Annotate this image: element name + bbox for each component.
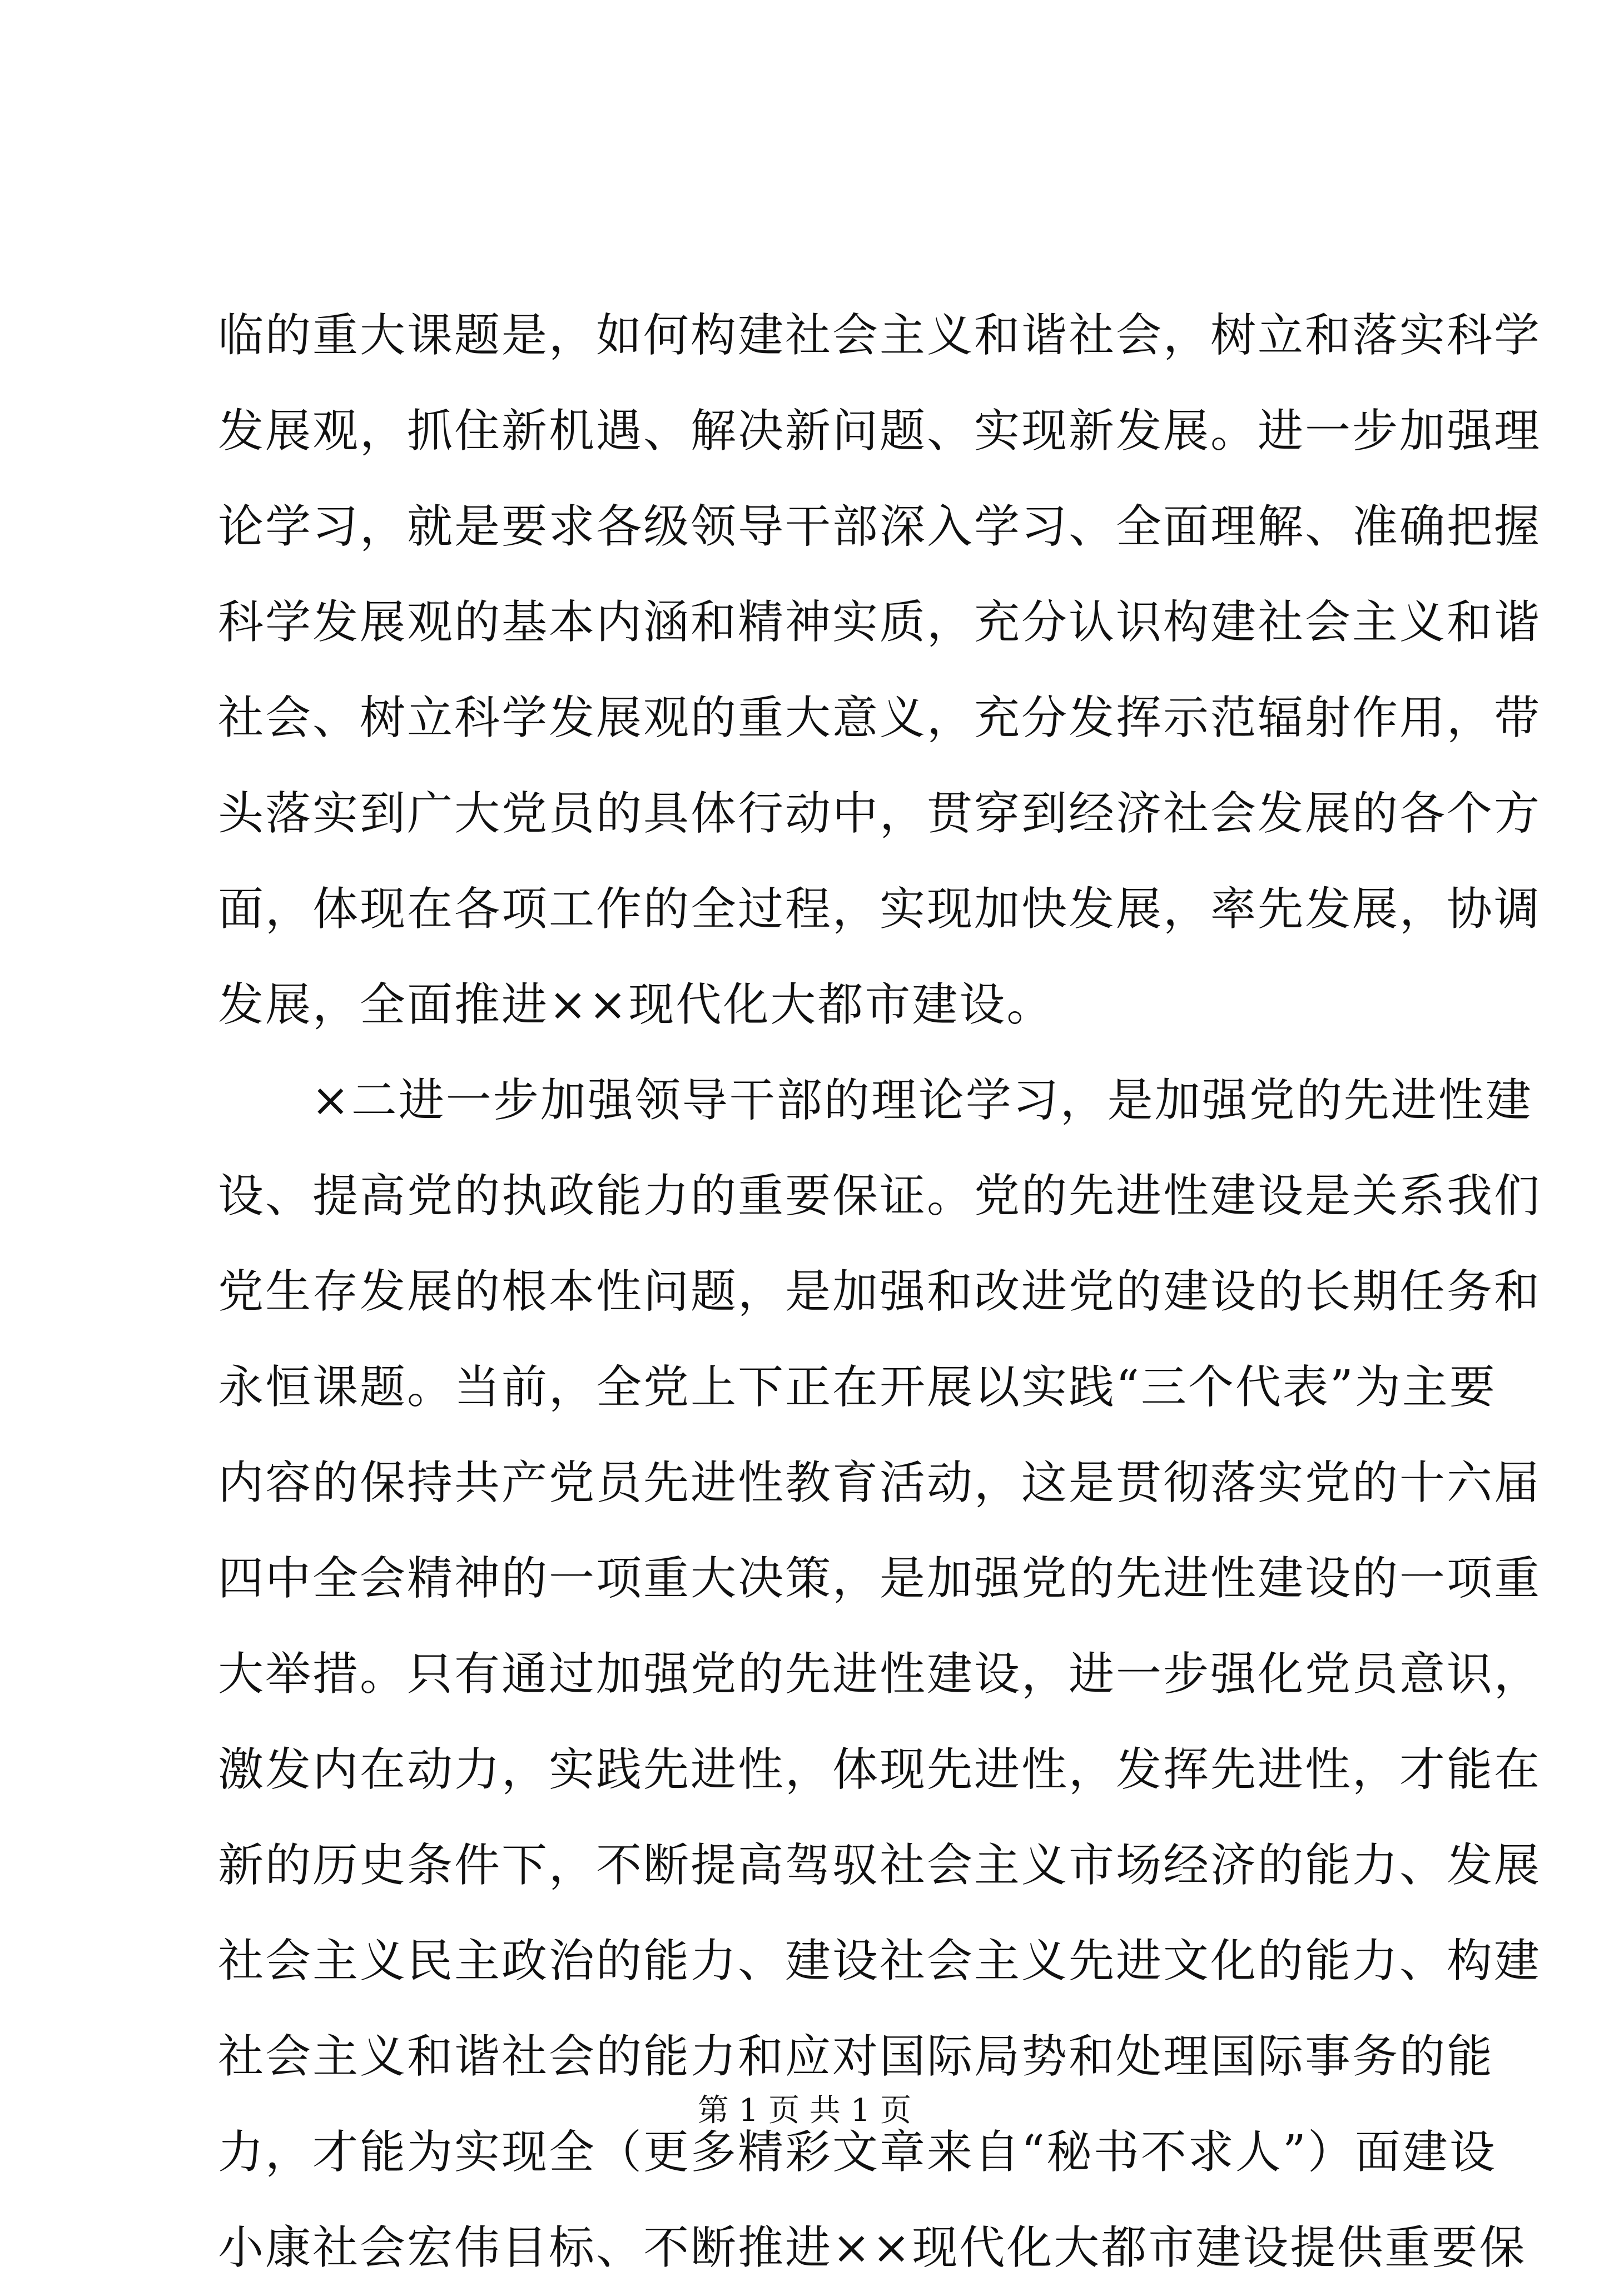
text-line: 党生存发展的根本性问题，是加强和改进党的建设的长期任务和 [218,1265,1542,1318]
text-line: ×二进一步加强领导干部的理论学习，是加强党的先进性建 [311,1074,1533,1127]
text-line: 社会、树立科学发展观的重大意义，充分发挥示范辐射作用，带 [218,692,1542,744]
text-line: 头落实到广大党员的具体行动中，贯穿到经济社会发展的各个方 [218,787,1542,840]
page-footer: 第 1 页 共 1 页 [697,2093,912,2129]
document-body [218,288,1542,2296]
text-line: 发展观，抓住新机遇、解决新问题、实现新发展。进一步加强理 [218,405,1542,458]
text-line: 发展，全面推进××现代化大都市建设。 [218,978,1054,1031]
text-line: 永恒课题。当前，全党上下正在开展以实践“三个代表”为主要 [218,1361,1497,1414]
text-line: 新的历史条件下，不断提高驾驭社会主义市场经济的能力、发展 [218,1839,1542,1892]
text-line: 激发内在动力，实践先进性，体现先进性，发挥先进性，才能在 [218,1743,1542,1796]
text-line: 社会主义民主政治的能力、建设社会主义先进文化的能力、构建 [218,1935,1542,1987]
text-line: 大举措。只有通过加强党的先进性建设，进一步强化党员意识， [218,1648,1542,1701]
text-line: 面，体现在各项工作的全过程，实现加快发展，率先发展，协调 [218,883,1542,936]
text-line: 科学发展观的基本内涵和精神实质，充分认识构建社会主义和谐 [218,596,1542,649]
text-line: 四中全会精神的一项重大决策，是加强党的先进性建设的一项重 [218,1552,1542,1605]
text-line: 论学习，就是要求各级领导干部深入学习、全面理解、准确把握 [218,500,1542,553]
text-line: 小康社会宏伟目标、不断推进××现代化大都市建设提供重要保 [218,2222,1527,2274]
paragraph-1 [218,288,1542,1053]
text-line: 力，才能为实现全（更多精彩文章来自“秘书不求人”）面建设 [218,2126,1497,2179]
text-line: 内容的保持共产党员先进性教育活动，这是贯彻落实党的十六届 [218,1457,1542,1509]
text-line: 设、提高党的执政能力的重要保证。党的先进性建设是关系我们 [218,1170,1542,1222]
text-line: 社会主义和谐社会的能力和应对国际局势和处理国际事务的能 [218,2030,1494,2083]
text-line: 临的重大课题是，如何构建社会主义和谐社会，树立和落实科学 [218,309,1542,362]
